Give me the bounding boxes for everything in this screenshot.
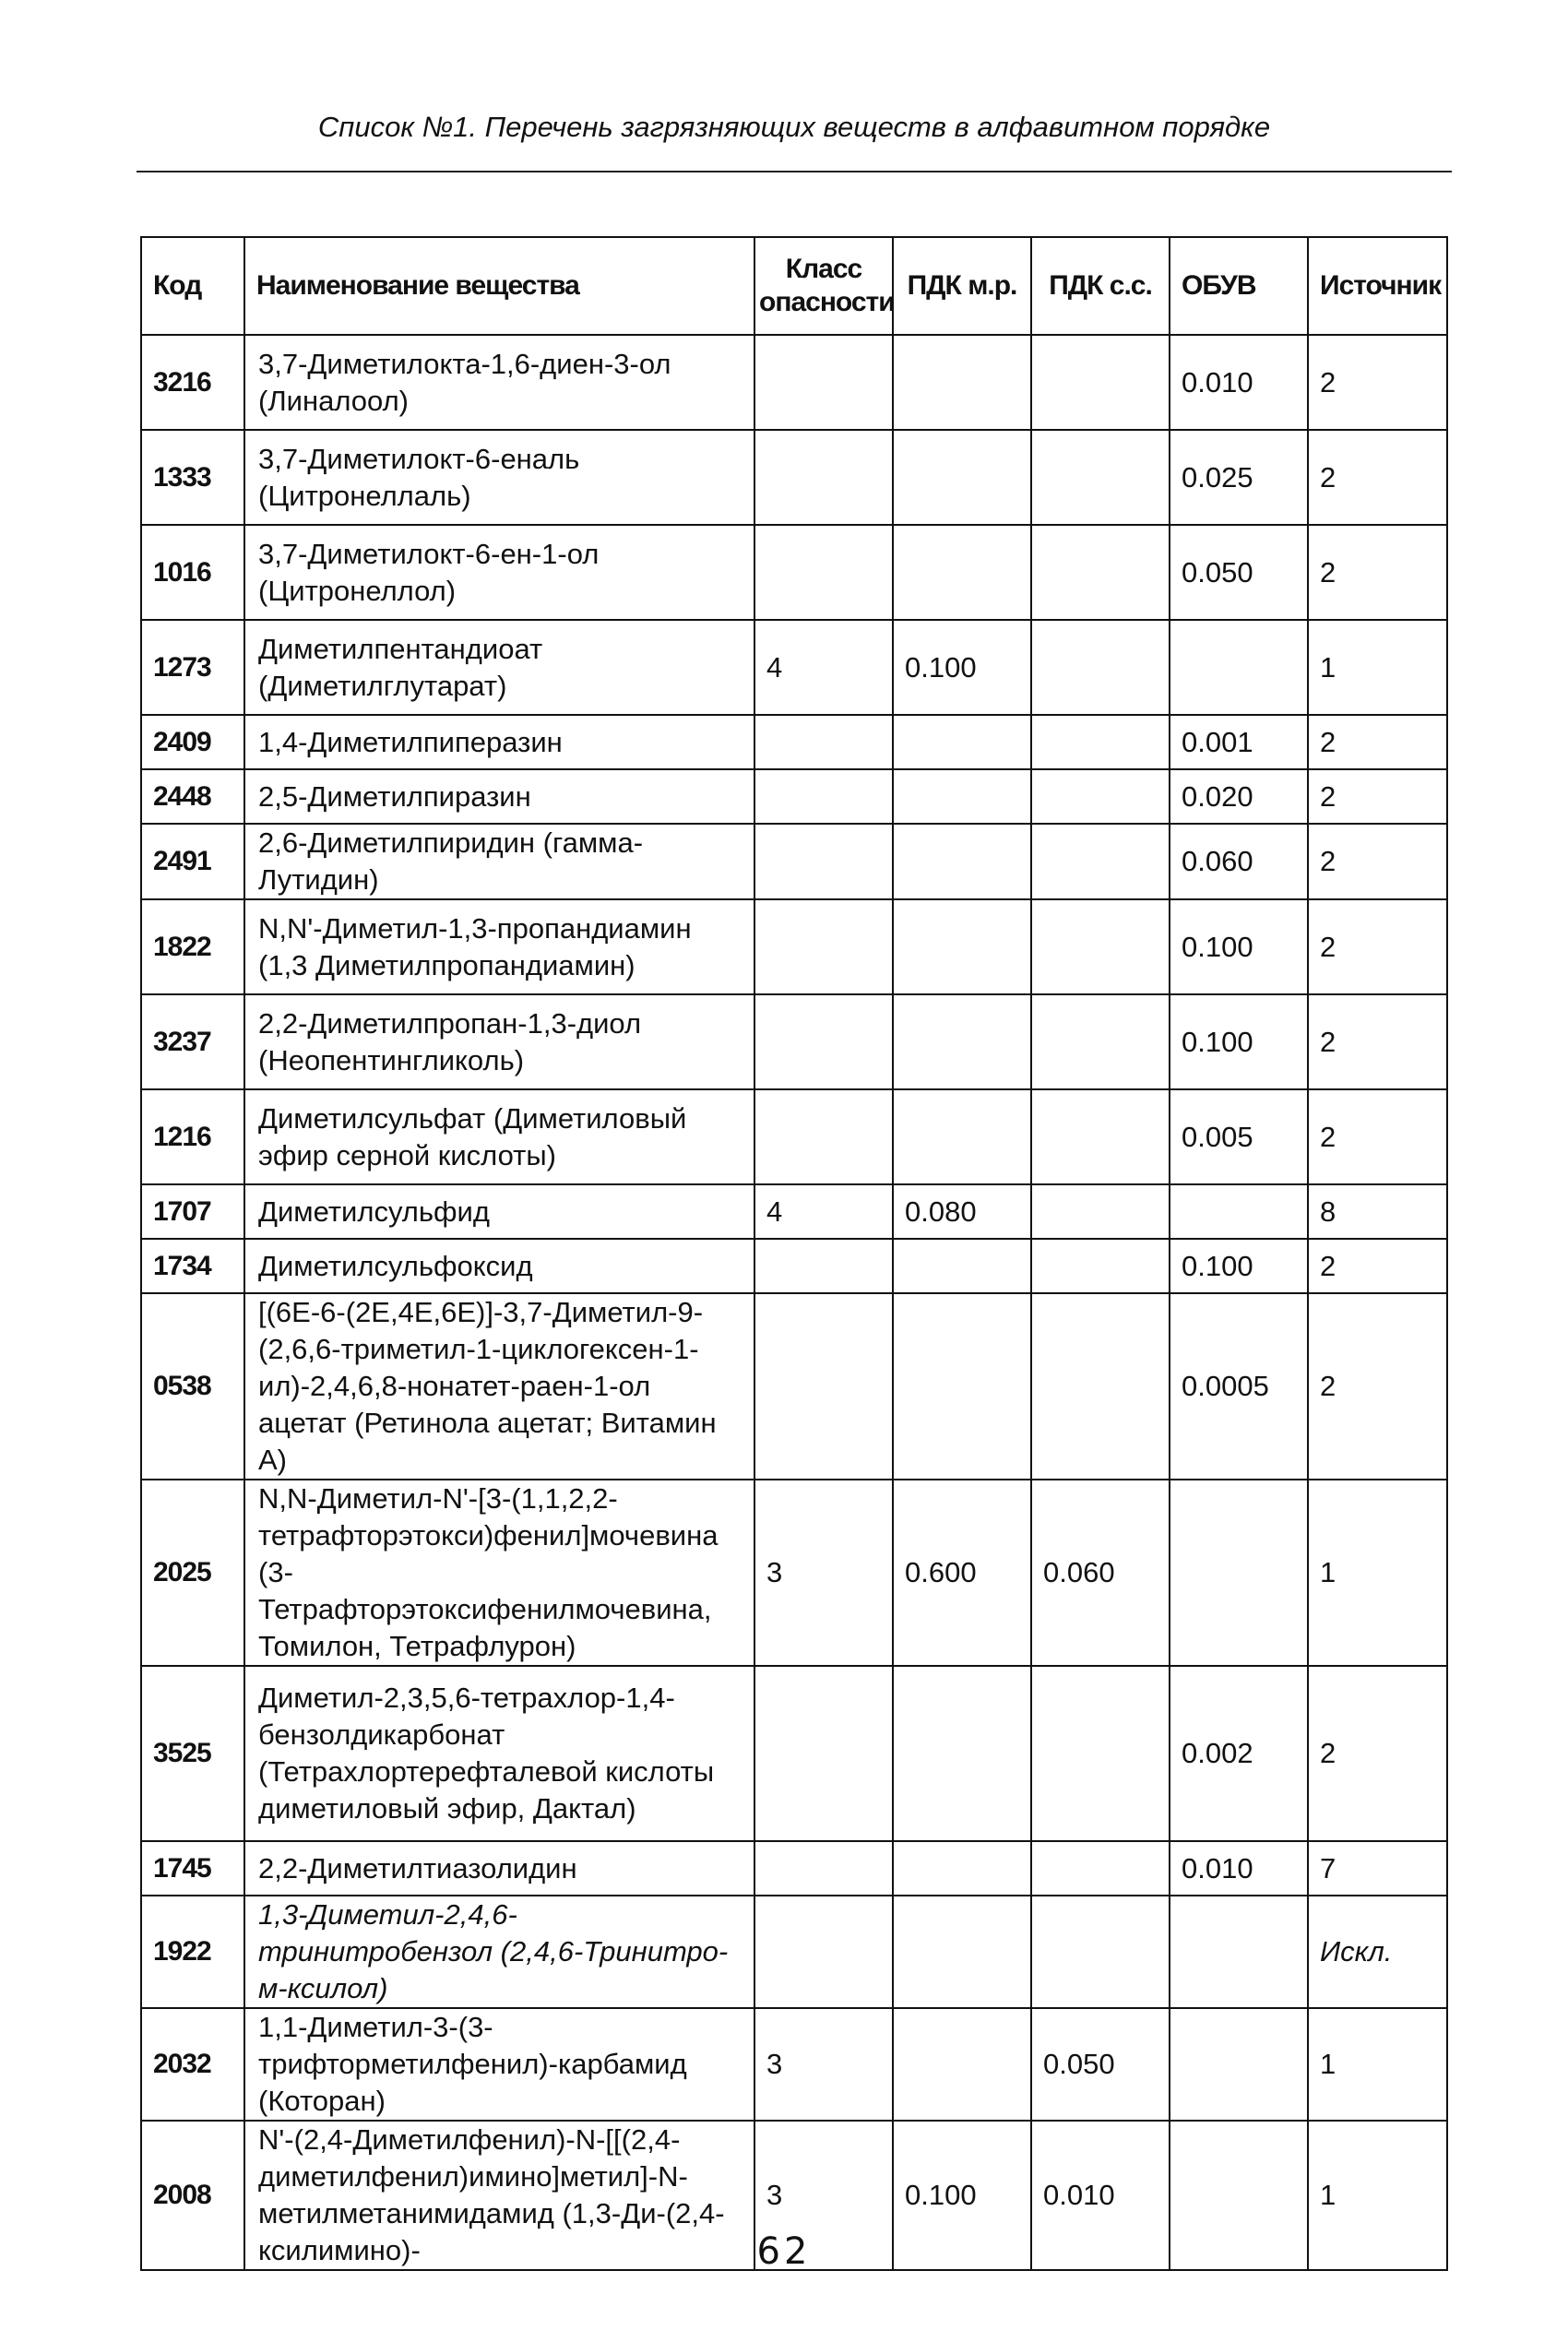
cell-class: 3 [754,2121,893,2270]
cell-pdk-ss [1031,1239,1170,1293]
substances-table [140,236,1448,2271]
cell-source: 1 [1308,2121,1447,2270]
cell-class [754,899,893,994]
table-row [141,715,1447,769]
cell-pdk-ss: 0.010 [1031,2121,1170,2270]
col-header-name: Наименование вещества [244,237,754,335]
cell-pdk-ss [1031,1896,1170,2008]
cell-code: 1822 [141,899,244,994]
cell-source: 2 [1308,824,1447,899]
table-row [141,1666,1447,1841]
table-row [141,335,1447,430]
cell-pdk-ss [1031,1841,1170,1896]
cell-name: N,N-Диметил-N'-[3-(1,1,2,2-тетрафторэтокси)фенил]мочевина (3-Тетрафторэтоксифенилмочевина, Томилон, Тетрафлурон) [244,1480,754,1666]
cell-class: 3 [754,2008,893,2121]
cell-obuv: 0.001 [1170,715,1308,769]
cell-code: 2032 [141,2008,244,2121]
cell-obuv: 0.025 [1170,430,1308,525]
cell-code: 1745 [141,1841,244,1896]
cell-code: 2448 [141,769,244,824]
cell-source: 2 [1308,1089,1447,1184]
cell-code: 3525 [141,1666,244,1841]
cell-class [754,430,893,525]
cell-pdk-ss [1031,899,1170,994]
cell-class [754,769,893,824]
page-number: 62 [756,2230,812,2273]
table-row [141,1480,1447,1666]
cell-source: 2 [1308,994,1447,1089]
cell-code: 1707 [141,1184,244,1239]
table-row [141,620,1447,715]
cell-code: 1016 [141,525,244,620]
cell-pdk-mr [893,1666,1031,1841]
cell-pdk-ss [1031,430,1170,525]
cell-pdk-mr: 0.600 [893,1480,1031,1666]
col-header-obuv: ОБУВ [1170,237,1308,335]
cell-code: 1333 [141,430,244,525]
cell-obuv [1170,620,1308,715]
cell-pdk-mr [893,525,1031,620]
cell-source: 1 [1308,620,1447,715]
cell-pdk-ss [1031,335,1170,430]
cell-pdk-mr: 0.100 [893,620,1031,715]
cell-class [754,1293,893,1480]
cell-code: 3216 [141,335,244,430]
cell-pdk-mr [893,2008,1031,2121]
cell-class [754,824,893,899]
col-header-class: Класс опасности [754,237,893,335]
cell-code: 2008 [141,2121,244,2270]
col-header-pdk-ss: ПДК с.с. [1031,237,1170,335]
table-row [141,430,1447,525]
cell-source: 2 [1308,1293,1447,1480]
table-row [141,1841,1447,1896]
cell-obuv: 0.010 [1170,1841,1308,1896]
cell-name: 3,7-Диметилокта-1,6-диен-3-ол (Линалоол) [244,335,754,430]
cell-class [754,715,893,769]
col-header-source: Источник [1308,237,1447,335]
table-row [141,1293,1447,1480]
cell-obuv [1170,1184,1308,1239]
cell-name: 1,1-Диметил-3-(3-трифторметилфенил)-карбамид (Которан) [244,2008,754,2121]
cell-class [754,525,893,620]
cell-pdk-ss [1031,1089,1170,1184]
cell-pdk-mr [893,1089,1031,1184]
cell-code: 2491 [141,824,244,899]
cell-pdk-ss [1031,525,1170,620]
table-row [141,525,1447,620]
cell-code: 3237 [141,994,244,1089]
cell-obuv [1170,2008,1308,2121]
cell-name: Диметилсульфат (Диметиловый эфир серной кислоты) [244,1089,754,1184]
cell-name: Диметилсульфид [244,1184,754,1239]
cell-code: 1922 [141,1896,244,2008]
cell-pdk-mr [893,899,1031,994]
cell-source: 2 [1308,769,1447,824]
cell-pdk-mr [893,335,1031,430]
cell-pdk-mr [893,769,1031,824]
cell-source: 7 [1308,1841,1447,1896]
cell-obuv: 0.0005 [1170,1293,1308,1480]
cell-class [754,1896,893,2008]
cell-name: 2,5-Диметилпиразин [244,769,754,824]
cell-code: 1216 [141,1089,244,1184]
cell-pdk-ss [1031,715,1170,769]
cell-name: 3,7-Диметилокт-6-еналь (Цитронеллаль) [244,430,754,525]
cell-pdk-ss [1031,824,1170,899]
cell-source: 2 [1308,430,1447,525]
cell-obuv: 0.020 [1170,769,1308,824]
table-row [141,994,1447,1089]
cell-pdk-mr [893,994,1031,1089]
cell-source: 2 [1308,525,1447,620]
cell-pdk-mr [893,1896,1031,2008]
cell-obuv: 0.100 [1170,994,1308,1089]
table-row [141,1089,1447,1184]
cell-name: N,N'-Диметил-1,3-пропандиамин (1,3 Диметилпропандиамин) [244,899,754,994]
header-rule [137,171,1452,172]
cell-source: Искл. [1308,1896,1447,2008]
cell-class [754,1239,893,1293]
cell-pdk-mr [893,1293,1031,1480]
table-row [141,769,1447,824]
cell-obuv: 0.050 [1170,525,1308,620]
cell-obuv: 0.060 [1170,824,1308,899]
cell-code: 0538 [141,1293,244,1480]
cell-name: [(6Е-6-(2Е,4Е,6Е)]-3,7-Диметил-9-(2,6,6-триметил-1-циклогексен-1-ил)-2,4,6,8-нонатет-раен-1-ол ацетат (Ретинола ацетат; Витамин А) [244,1293,754,1480]
cell-source: 2 [1308,899,1447,994]
cell-class: 4 [754,1184,893,1239]
cell-pdk-mr [893,715,1031,769]
cell-class [754,1666,893,1841]
table-row [141,1184,1447,1239]
cell-code: 2409 [141,715,244,769]
cell-code: 2025 [141,1480,244,1666]
table-row [141,899,1447,994]
cell-name: 1,4-Диметилпиперазин [244,715,754,769]
cell-name: Диметил-2,3,5,6-тетрахлор-1,4-бензолдикарбонат (Тетрахлортерефталевой кислоты диметиловый эфир, Дактал) [244,1666,754,1841]
table-row [141,2008,1447,2121]
table-row [141,824,1447,899]
cell-pdk-ss [1031,620,1170,715]
cell-name: 2,2-Диметилтиазолидин [244,1841,754,1896]
cell-obuv [1170,1896,1308,2008]
running-header: Список №1. Перечень загрязняющих веществ в алфавитном порядке [317,111,1271,143]
cell-pdk-ss: 0.050 [1031,2008,1170,2121]
cell-name: 2,6-Диметилпиридин (гамма-Лутидин) [244,824,754,899]
table-row [141,1896,1447,2008]
cell-pdk-ss [1031,1184,1170,1239]
cell-source: 1 [1308,2008,1447,2121]
cell-source: 2 [1308,1239,1447,1293]
cell-name: 1,3-Диметил-2,4,6-тринитробензол (2,4,6-Тринитро-м-ксилол) [244,1896,754,2008]
cell-pdk-mr: 0.100 [893,2121,1031,2270]
cell-source: 2 [1308,1666,1447,1841]
cell-obuv: 0.010 [1170,335,1308,430]
cell-code: 1273 [141,620,244,715]
cell-pdk-mr [893,1841,1031,1896]
cell-name: Диметилпентандиоат (Диметилглутарат) [244,620,754,715]
cell-class: 4 [754,620,893,715]
cell-class [754,994,893,1089]
cell-obuv: 0.100 [1170,1239,1308,1293]
cell-obuv: 0.100 [1170,899,1308,994]
cell-pdk-ss: 0.060 [1031,1480,1170,1666]
col-header-pdk-mr: ПДК м.р. [893,237,1031,335]
cell-source: 1 [1308,1480,1447,1666]
cell-class: 3 [754,1480,893,1666]
cell-pdk-ss [1031,1666,1170,1841]
cell-source: 2 [1308,335,1447,430]
cell-pdk-mr: 0.080 [893,1184,1031,1239]
col-header-code: Код [141,237,244,335]
cell-pdk-mr [893,430,1031,525]
cell-code: 1734 [141,1239,244,1293]
cell-pdk-mr [893,1239,1031,1293]
cell-pdk-ss [1031,769,1170,824]
cell-name: 3,7-Диметилокт-6-ен-1-ол (Цитронеллол) [244,525,754,620]
cell-class [754,335,893,430]
cell-obuv [1170,1480,1308,1666]
table-header-row [141,237,1447,335]
cell-pdk-ss [1031,1293,1170,1480]
cell-pdk-mr [893,824,1031,899]
cell-obuv: 0.002 [1170,1666,1308,1841]
cell-obuv: 0.005 [1170,1089,1308,1184]
cell-name: N'-(2,4-Диметилфенил)-N-[[(2,4-диметилфенил)имино]метил]-N-метилметанимидамид (1,3-Ди-(2,4-ксилимино)- [244,2121,754,2270]
cell-source: 8 [1308,1184,1447,1239]
cell-class [754,1089,893,1184]
table-row [141,1239,1447,1293]
cell-name: 2,2-Диметилпропан-1,3-диол (Неопентингликоль) [244,994,754,1089]
cell-class [754,1841,893,1896]
cell-pdk-ss [1031,994,1170,1089]
cell-source: 2 [1308,715,1447,769]
cell-name: Диметилсульфоксид [244,1239,754,1293]
